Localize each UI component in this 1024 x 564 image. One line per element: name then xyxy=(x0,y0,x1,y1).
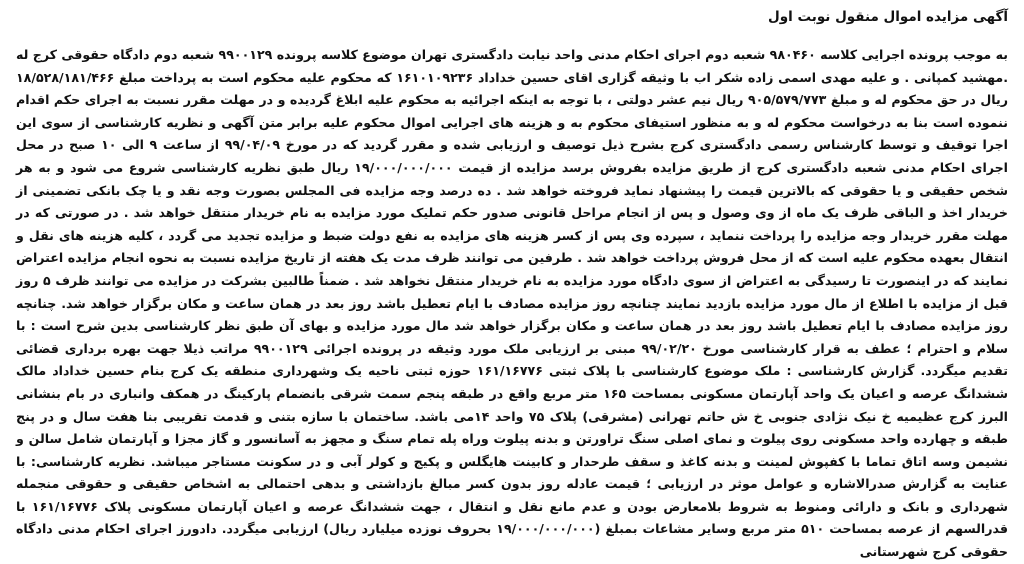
notice-body: به موجب پرونده اجرایی کلاسه ۹۸۰۴۶۰ شعبه دوم اجرای احکام مدنی واحد نیابت دادگستری تهران موضوع کلاسه پرونده ۹۹۰۰۱۲۹ شعبه دوم دادگاه حقوقی کرج له .مهشید کمپانی . و علیه مهدی اسمی زاده شکر اب با وثیقه گزاری اقای حسین خداداد ۱۶۱۰۱۰۹۲۳۶ که محکوم علیه محکوم است به پرداخت مبلغ ۱۸/۵۲۸/۱۸۱/۴۶۶ ریال در حق محکوم له و مبلغ ۹۰۵/۵۷۹/۷۷۳ ریال نیم عشر دولتی ، با توجه به اینکه اجرائیه به محکوم علیه ابلاغ گردیده و در مهلت مقرر نسبت به اجرای حکم اقدام ننموده است بنا به درخواست محکوم له و به منظور استیفای محکوم به و هزینه های اجرایی اموال محکوم علیه برابر متن آگهی و نظریه کارشناسی از سوی این اجرا توقیف و توسط کارشناس رسمی دادگستری کرج بشرح ذیل توصیف و ارزیابی شده و مقرر گردید که در مورخ ۹۹/۰۴/۰۹ از ساعت ۹ الی ۱۰ صبح در محل اجرای احکام مدنی شعبه دادگستری کرج از طریق مزایده بفروش برسد مزایده از قیمت ۱۹/۰۰۰/۰۰۰/۰۰۰ ریال طبق نظریه کارشناسی شروع می شود و به هر شخص حقیقی و یا حقوقی که بالاترین قیمت را پیشنهاد نماید فروخته خواهد شد . ده درصد وجه مزایده فی المجلس بصورت وجه نقد و یا چک بانکی تضمینی از خریدار اخذ و الباقی ظرف یک ماه از وی وصول و پس از انجام مراحل قانونی صدور حکم تملیک مورد مزایده به نام خریدار منتقل خواهد شد . در صورتی که در مهلت مقرر خریدار وجه مزایده را پرداخت ننماید ، سپرده وی پس از کسر هزینه های مزایده به نفع دولت ضبط و مزایده تجدید می گردد ، کلیه هزینه های نقل و انتقال بعهده محکوم علیه است که از محل فروش پرداخت خواهد شد . طرفین می توانند ظرف مدت یک هفته از تاریخ مزایده نسبت به نحوه انجام مزایده اعتراض نمایند که در اینصورت تا رسیدگی به اعتراض از سوی دادگاه مورد مزایده به نام خریدار منتقل نخواهد شد . ضمناً طالبین بشرکت در مزایده می توانند ظرف ۵ روز قبل از مزایده با اطلاع از مال مورد مزایده بازدید نمایند چنانچه روز مزایده مصادف با ایام تعطیل باشد روز بعد در همان ساعت و مکان برگزار خواهد شد. چنانچه روز مزایده مصادف با ایام تعطیل باشد روز بعد در همان ساعت و مکان برگزار خواهد شد مال مورد مزایده و بهای آن طبق نظر کارشناسی بدین شرح است : با سلام و احترام ؛ عطف به قرار کارشناسی مورخ ۹۹/۰۲/۲۰ مبنی بر ارزیابی ملک مورد وثیقه در پرونده اجرائی ۹۹۰۰۱۲۹ مراتب ذیلا جهت بهره برداری قضائی تقدیم میگردد. گزارش کارشناسی : ملک موضوع کارشناسی با پلاک ثبتی ۱۶۱/۱۶۷۷۶ حوزه ثبتی ناحیه یک وشهرداری منطقه یک کرج بنام حسین خداداد مالک ششدانگ عرصه و اعیان یک واحد آپارتمان مسکونی بمساحت ۱۶۵ متر مربع واقع در طبقه پنجم سمت شرقی بانضمام پارکینگ در همکف وانباری در بام بنشانی البرز کرج عظیمیه خ نیک نژادی جنوبی خ ش حاتم تهرانی (مشرقی) پلاک ۷۵ واحد ۱۴می باشد. ساختمان با سازه بتنی و قدمت تقریبی بنا هفت سال و در پنج طبقه و چهارده واحد مسکونی روی پیلوت و نمای اصلی سنگ تراورتن و بدنه پیلوت وراه پله تمام سنگ و مجهز به آسانسور و گاز مجزا و آپارتمان شامل سالن و نشیمن وسه اتاق تماما با کفپوش لمینت و بدنه کاغذ و سقف طرحدار و کابینت هایگلس و پکیج و کولر آبی و در سکونت مستاجر میباشد. نظریه کارشناسی: با عنایت به گزارش صدرالاشاره و عوامل موثر در ارزیابی ؛ قیمت عادله روز بدون کسر مبالغ بازداشتی و بدهی احتمالی به اشخاص حقیقی و حقوقی منجمله شهرداری و بانک و دارائی ومنوط به شروط بلامعارض بودن و عدم مانع نقل و انتقال ، جهت ششدانگ عرصه و اعیان آپارتمان مسکونی پلاک ۱۶۱/۱۶۷۷۶ با قدرالسهم از عرصه بمساحت ۵۱۰ متر مربع وسایر مشاعات بمبلغ (۱۹/۰۰۰/۰۰۰/۰۰۰ بحروف نوزده میلیارد ریال) ارزیابی میگردد. دادورز اجرای احکام مدنی دادگاه حقوقی کرج شهرستانی xyxy=(16,47,1009,560)
notice-title: آگهی مزایده اموال منقول نوبت اول xyxy=(768,9,1008,25)
